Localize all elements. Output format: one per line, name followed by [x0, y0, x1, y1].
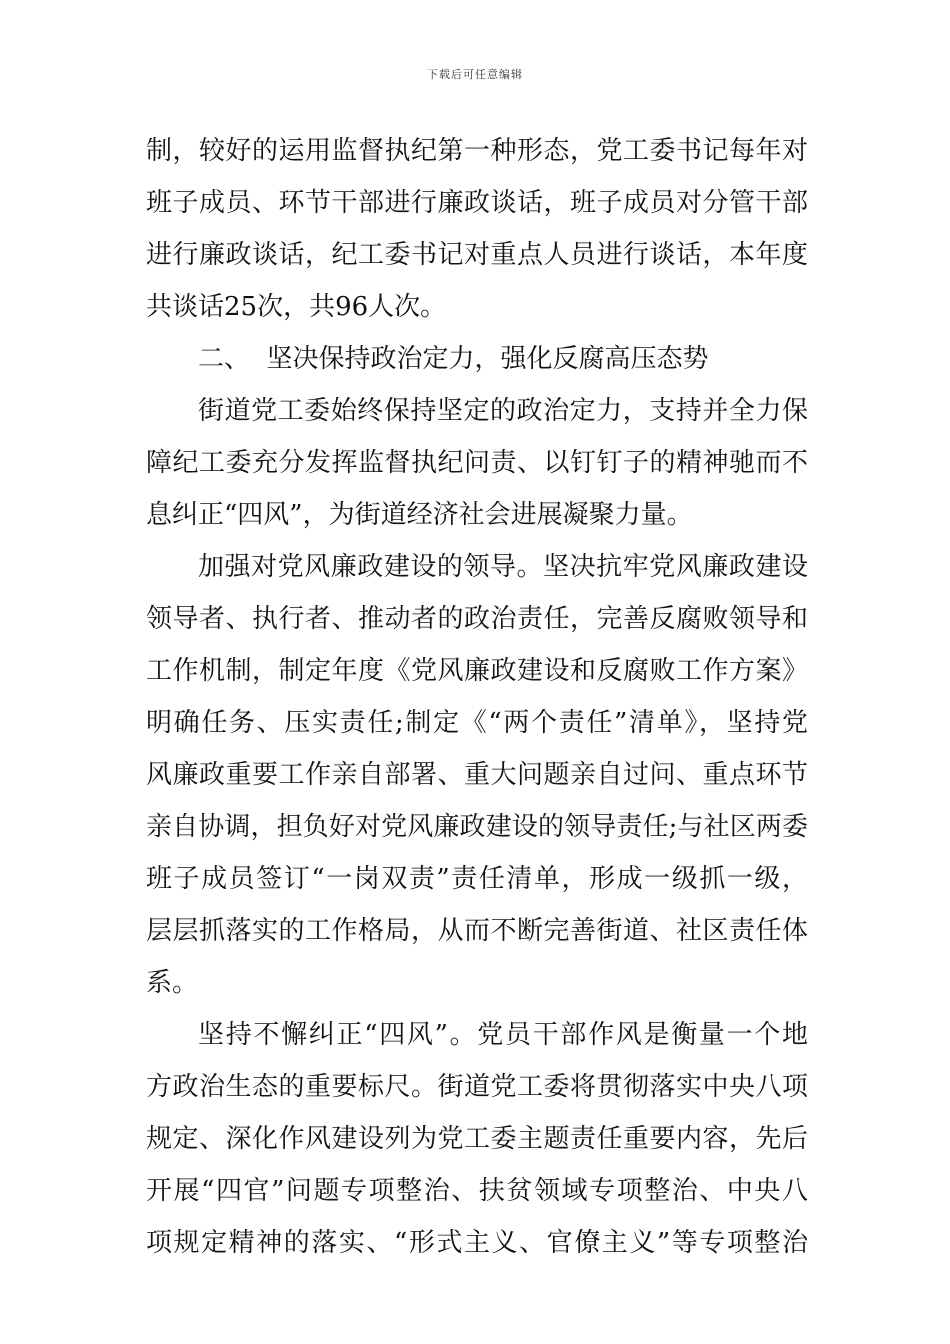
- text-line: 亲自协调，担负好对党风廉政建设的领导责任;与社区两委: [146, 812, 808, 842]
- page-header: 下载后可任意编辑: [427, 68, 523, 81]
- text-line: 明确任务、压实责任;制定《“两个责任”清单》，坚持党: [146, 708, 808, 738]
- text-line: 坚持不懈纠正“四风”。党员干部作风是衡量一个地: [198, 1020, 808, 1050]
- text-line: 层层抓落实的工作格局，从而不断完善街道、社区责任体: [146, 916, 808, 946]
- document-body: [146, 125, 808, 1269]
- text-line: 开展“四官”问题专项整治、扶贫领域专项整治、中央八: [146, 1176, 808, 1206]
- text-line: 风廉政重要工作亲自部署、重大问题亲自过问、重点环节: [146, 760, 808, 790]
- text-line: 进行廉政谈话，纪工委书记对重点人员进行谈话，本年度: [146, 240, 808, 270]
- text-line: 项规定精神的落实、“形式主义、官僚主义”等专项整治: [146, 1228, 808, 1258]
- text-line: 工作机制，制定年度《党风廉政建设和反腐败工作方案》: [146, 656, 808, 686]
- text-line: 障纪工委充分发挥监督执纪问责、以钉钉子的精神驰而不: [146, 448, 808, 478]
- text-line: 班子成员签订“一岗双责”责任清单，形成一级抓一级，: [146, 864, 808, 894]
- text-line: 街道党工委始终保持坚定的政治定力，支持并全力保: [198, 396, 808, 426]
- text-line: 领导者、执行者、推动者的政治责任，完善反腐败领导和: [146, 604, 808, 634]
- text-line: 班子成员、环节干部进行廉政谈话，班子成员对分管干部: [146, 188, 808, 218]
- text-line: 共谈话25次，共96人次。: [146, 292, 447, 322]
- text-line: 方政治生态的重要标尺。街道党工委将贯彻落实中央八项: [146, 1072, 808, 1102]
- text-line: 制，较好的运用监督执纪第一种形态，党工委书记每年对: [146, 136, 808, 166]
- text-line: 加强对党风廉政建设的领导。坚决抗牢党风廉政建设: [198, 552, 808, 582]
- text-line: 规定、深化作风建设列为党工委主题责任重要内容，先后: [146, 1124, 808, 1154]
- section-heading: 二、 坚决保持政治定力，强化反腐高压态势: [198, 344, 709, 374]
- text-line: 系。: [146, 968, 199, 998]
- text-line: 息纠正“四风”，为街道经济社会进展凝聚力量。: [146, 500, 693, 530]
